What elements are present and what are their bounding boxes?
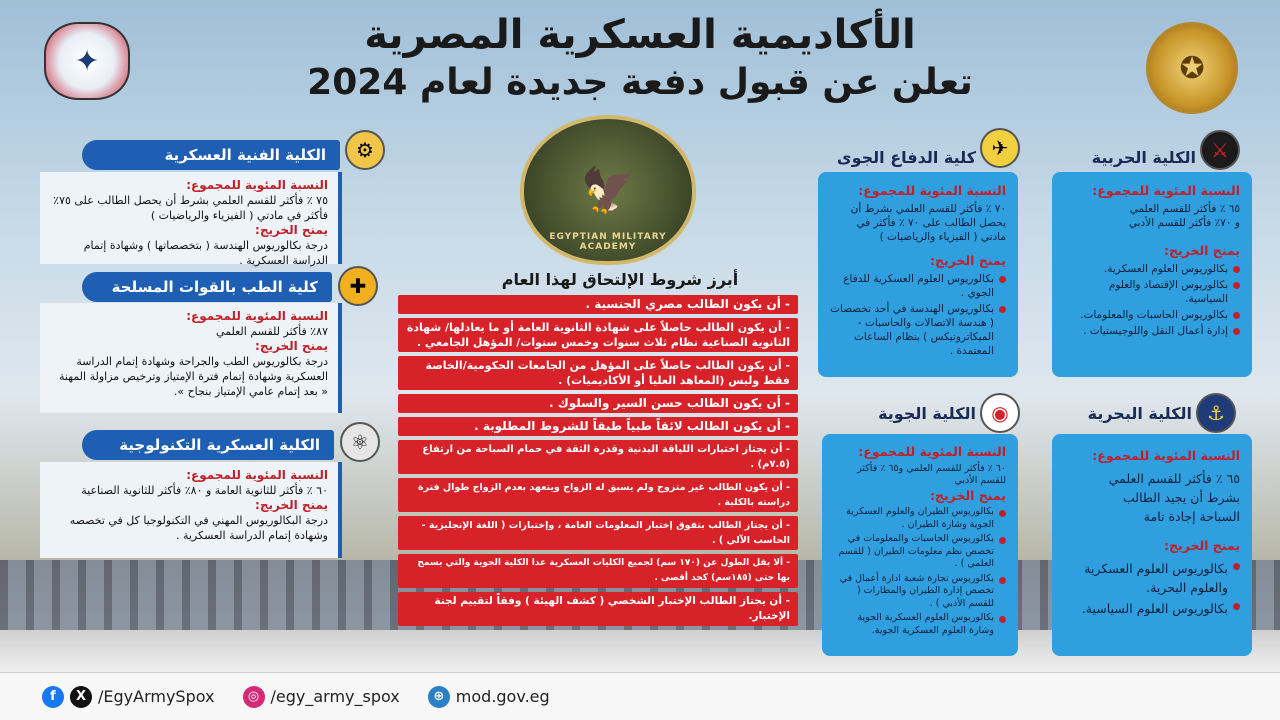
war-college-header: الكلية الحربية [1091,148,1196,167]
academy-crest-icon: 🦅 [520,115,696,265]
air-defense-college-card [818,172,1018,377]
conditions-title: أبرز شروط الإلتحاق لهذا العام [501,270,739,289]
medicine-college-card [40,303,342,413]
naval-college-emblem-icon: ⚓ [1196,393,1236,433]
grant-item: بكالوريوس العلوم العسكرية للدفاع الجوي . [830,272,1006,300]
ratio-line: و ٧٠٪ فأكثر للقسم الأدبي [1128,217,1240,229]
condition-item: - أن يكون الطالب غير متزوج ولم يسبق له الزواج ويتعهد بعدم الزواج طوال فترة دراسته بالكلية . [398,478,798,512]
grant-label: يمنح الخريج: [1163,243,1240,258]
footer-bar [0,672,1280,720]
condition-item: - ألا يقل الطول عن (١٧٠ سم) لجميع الكليات العسكرية عدا الكلية الجوية والتي يسمح بها حتى (١٨٥سم) كحد أقصى . [398,554,798,588]
grant-item: بكالوريوس الطيران والعلوم العسكرية الجوية وشارة الطيران . [834,506,1006,531]
condition-item: - أن يكون الطالب حاصلاً على المؤهل من الجامعات الحكومية/الخاصة فقط وليس (المعاهد العليا أو الأكاديميات) . [398,356,798,390]
ratio-label: النسبة المئوية للمجموع: [1092,183,1240,198]
grant-item: بكالوريوس الحاسبات والمعلومات في تخصص نظم معلومات الطيران ( للقسم العلمي ) . [834,533,1006,571]
grant-item: بكالوريوس العلوم العسكرية. [1064,262,1240,276]
condition-item: - أن يجتاز الطالب الإختبار الشخصي ( كشف الهيئة ) وفقاً لتقييم لجنة الإختبار. [398,592,798,626]
facebook-icon[interactable]: f [42,686,64,708]
air-college-header: الكلية الجوية [878,404,976,423]
instagram-icon[interactable]: ◎ [243,686,265,708]
grant-text: درجة بكالوريوس الهندسة ( بتخصصاتها ) وشهادة إتمام الدراسة العسكرية . [83,239,328,267]
ratio-text: ٨٧٪ فأكثر للقسم العلمي [215,325,328,338]
grant-item: بكالوريوس تجارة شعبة ادارة أعمال في تخصص إدارة الطيران والمطارات ( للقسم الأدبي ) . [834,573,1006,611]
grant-label: يمنح الخريج: [1163,538,1240,553]
naval-college-header: الكلية البحرية [1087,404,1192,423]
x-icon[interactable]: X [70,686,92,708]
technical-college-header: الكلية الفنية العسكرية [82,140,340,170]
grant-label: يمنح الخريج: [929,487,1006,503]
technical-college-emblem-icon: ⚙ [345,130,385,170]
air-defense-emblem-icon: ✈ [980,128,1020,168]
technology-college-emblem-icon: ⚛ [340,422,380,462]
ratio-line: بشرط أن يجيد الطالب [1123,490,1240,505]
ratio-line: ٦٥ ٪ فأكثر للقسم العلمي [1129,203,1240,215]
ratio-line: ٦٠ ٪ فأكثر للقسم العلمي و٦٥ ٪ فأكثر للقسم الأدبي [857,462,1006,486]
technology-college-card [40,462,342,558]
grant-item: بكالوريوس العلوم العسكرية والعلوم البحرية. [1064,559,1240,597]
social-handle-link[interactable]: /EgyArmySpox [98,687,215,706]
globe-icon[interactable]: ⊕ [428,686,450,708]
condition-item: - أن يكون الطالب لائقاً طبياً طبقاً للشروط المطلوبة . [398,417,798,436]
spokesman-logo-icon: ✦ [44,22,130,100]
ratio-line: ٧٠ ٪ فأكثر للقسم العلمي بشرط أن يحصل الطالب على ٧٠ ٪ فأكثر في مادتي ( الفيزياء والرياضيات ) [850,203,1006,243]
grant-item: بكالوريوس الهندسة في أحد تخصصات ( هندسة الاتصالات والحاسبات - الميكاترونيكس ) بنظام الساعات المعتمدة . [830,302,1006,358]
web-link-group [428,686,550,708]
ministry-emblem-icon: ✪ [1146,22,1238,114]
condition-item: - أن يجتاز اختبارات اللياقة البدنية وقدرة الثقة في حمام السباحة من ارتفاع (٧.٥م) . [398,440,798,474]
condition-item: - أن يكون الطالب حاصلاً على شهادة الثانوية العامة أو ما يعادلها/ شهادة الثانوية الصناعية نظام ثلاث سنوات وخمس سنوات/ المؤهل الجامعي . [398,318,798,352]
naval-college-card [1052,434,1252,656]
war-college-emblem-icon: ⚔ [1200,130,1240,170]
grant-item: بكالوريوس العلوم العسكرية الجوية وشارة العلوم العسكرية الجوية. [834,612,1006,637]
grant-item: إدارة أعمال النقل واللوجيستيات . [1064,324,1240,338]
medicine-college-header: كلية الطب بالقوات المسلحة [82,272,332,302]
grant-label: يمنح الخريج: [255,223,328,237]
grant-item: بكالوريوس الحاسبات والمعلومات. [1064,308,1240,322]
instagram-link-group [243,686,400,708]
page-subtitle: تعلن عن قبول دفعة جديدة لعام 2024 [307,62,973,103]
grant-item: بكالوريوس العلوم السياسية. [1064,599,1240,618]
ratio-label: النسبة المئوية للمجموع: [186,178,328,192]
medicine-college-emblem-icon: ✚ [338,266,378,306]
air-defense-college-header: كلية الدفاع الجوى [836,148,976,167]
grant-label: يمنح الخريج: [929,253,1006,268]
ratio-text: ٦٠ ٪ فأكثر للثانوية العامة و ٨٠٪ فأكثر للثانوية الصناعية [81,484,328,497]
social-links [42,686,215,708]
war-college-card [1052,172,1252,377]
ratio-label: النسبة المئوية للمجموع: [186,468,328,482]
grant-text: درجة بكالوريوس الطب والجراحة وشهادة إتمام الدراسة العسكرية وشهادة إتمام فترة الإمتياز وترخيص مزاولة المهنة « بعد إتمام عامي الإمتياز بنجاح ». [59,355,328,398]
instagram-handle-link[interactable]: /egy_army_spox [270,687,400,706]
ratio-line: ٦٥ ٪ فأكثر للقسم العلمي [1108,471,1240,486]
grant-text: درجة البكالوريوس المهني في التكنولوجيا كل في تخصصه وشهادة إتمام الدراسة العسكرية . [69,514,328,542]
ratio-label: النسبة المئوية للمجموع: [858,444,1006,459]
website-link[interactable]: mod.gov.eg [455,687,550,706]
condition-item: - أن يكون الطالب مصري الجنسية . [398,295,798,314]
conditions-list [398,295,798,630]
crest-caption: EGYPTIAN MILITARY ACADEMY [549,232,667,252]
ratio-line: السباحة إجادة تامة [1143,509,1240,524]
condition-item: - أن يجتاز الطالب بتفوق إختبار المعلومات العامة ، وإختبارات ( اللغة الإنجليزية - الحاسب الآلي ) . [398,516,798,550]
grant-label: يمنح الخريج: [255,339,328,353]
page-title: الأكاديمية العسكرية المصرية [364,12,916,58]
grant-item: بكالوريوس الإقتصاد والعلوم السياسية. [1064,278,1240,306]
air-college-card [822,434,1018,656]
grant-label: يمنح الخريج: [255,498,328,512]
air-college-emblem-icon: ◉ [980,393,1020,433]
ratio-label: النسبة المئوية للمجموع: [858,183,1006,198]
ratio-text: ٧٥ ٪ فأكثر للقسم العلمي بشرط أن يحصل الطالب على ٧٥٪ فأكثر في مادتي ( الفيزياء والرياضيات ) [53,194,328,222]
ratio-label: النسبة المئوية للمجموع: [1092,448,1240,463]
technology-college-header: الكلية العسكرية التكنولوجية [82,430,334,460]
condition-item: - أن يكون الطالب حسن السير والسلوك . [398,394,798,413]
technical-college-card [40,172,342,267]
ratio-label: النسبة المئوية للمجموع: [186,309,328,323]
